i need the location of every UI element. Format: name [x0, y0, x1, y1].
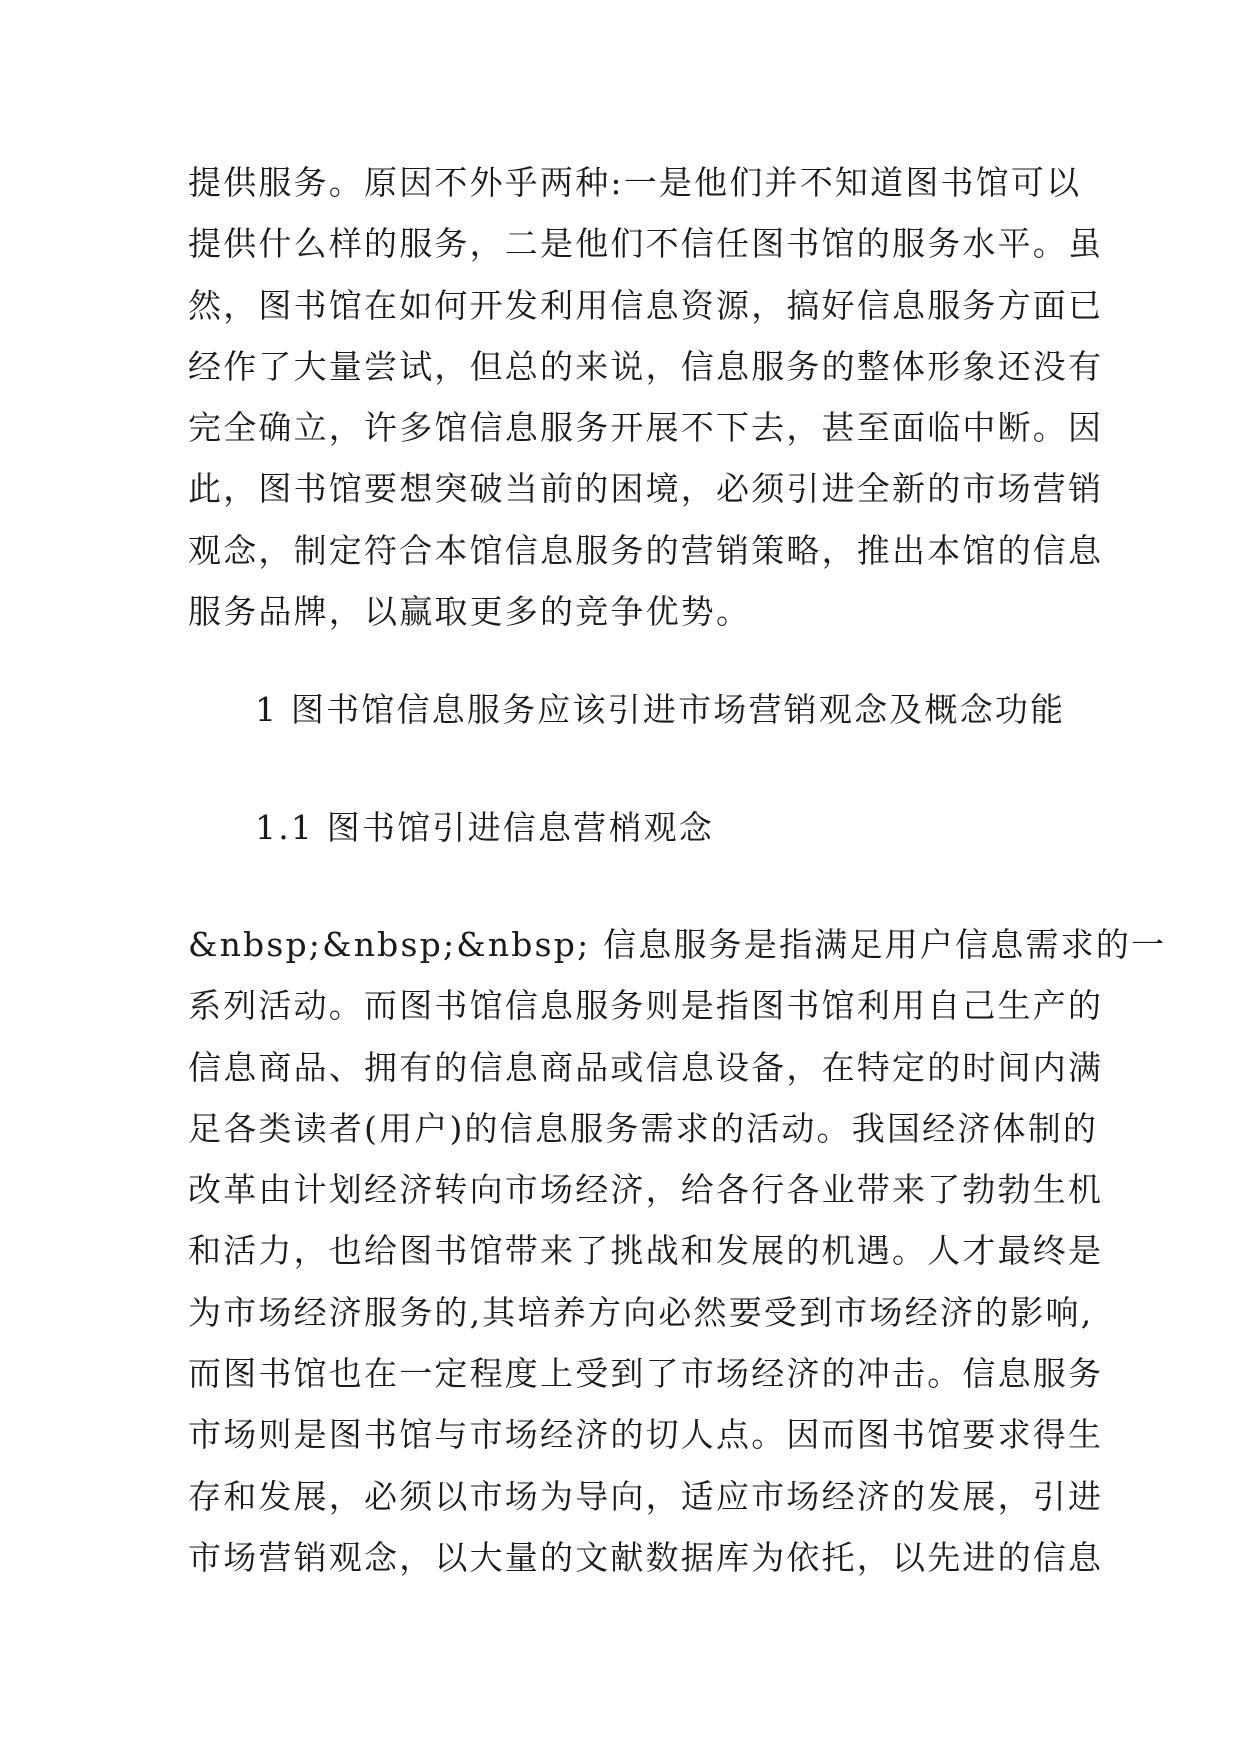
paragraph-body	[188, 914, 1167, 1588]
text-line: 提供什么样的服务，二是他们不信任图书馆的服务水平。虽	[188, 224, 1104, 264]
text-line: 观念，制定符合本馆信息服务的营销策略，推出本馆的信息	[188, 530, 1104, 570]
text-line: 此，图书馆要想突破当前的困境，必须引进全新的市场营销	[188, 469, 1104, 509]
text-line: 经作了大量尝试，但总的来说，信息服务的整体形象还没有	[188, 346, 1104, 386]
subsection-heading: 1.1 图书馆引进信息营梢观念	[255, 808, 714, 847]
text-line: 市场则是图书馆与市场经济的切人点。因而图书馆要求得生	[188, 1415, 1104, 1455]
text-line: 为市场经济服务的,其培养方向必然要受到市场经济的影响,	[188, 1292, 1094, 1332]
text-line: 信息商品、拥有的信息商品或信息设备，在特定的时间内满	[188, 1047, 1104, 1087]
text-line: 和活力，也给图书馆带来了挑战和发展的机遇。人才最终是	[188, 1231, 1104, 1271]
text-line: 系列活动。而图书馆信息服务则是指图书馆利用自己生产的	[188, 986, 1104, 1026]
text-line: 市场营销观念，以大量的文献数据库为依托，以先进的信息	[188, 1537, 1104, 1577]
text-line: 然，图书馆在如何开发利用信息资源，搞好信息服务方面已	[188, 285, 1104, 325]
text-line: 足各类读者(用户)的信息服务需求的活动。我国经济体制的	[188, 1108, 1099, 1148]
paragraph-intro	[188, 152, 1104, 642]
text-line: 完全确立，许多馆信息服务开展不下去，甚至面临中断。因	[188, 408, 1104, 448]
section-heading: 1 图书馆信息服务应该引进市场营销观念及概念功能	[255, 690, 1066, 729]
text-line: 服务品牌，以赢取更多的竞争优势。	[188, 592, 752, 632]
text-line: 而图书馆也在一定程度上受到了市场经济的冲击。信息服务	[188, 1354, 1104, 1394]
text-line: 改革由计划经济转向市场经济，给各行各业带来了勃勃生机	[188, 1170, 1104, 1210]
text-line: 提供服务。原因不外乎两种:一是他们并不知道图书馆可以	[188, 163, 1082, 202]
text-line: 存和发展，必须以市场为导向，适应市场经济的发展，引进	[188, 1476, 1104, 1516]
text-line: &nbsp;&nbsp;&nbsp; 信息服务是指满足用户信息需求的一	[188, 925, 1167, 964]
